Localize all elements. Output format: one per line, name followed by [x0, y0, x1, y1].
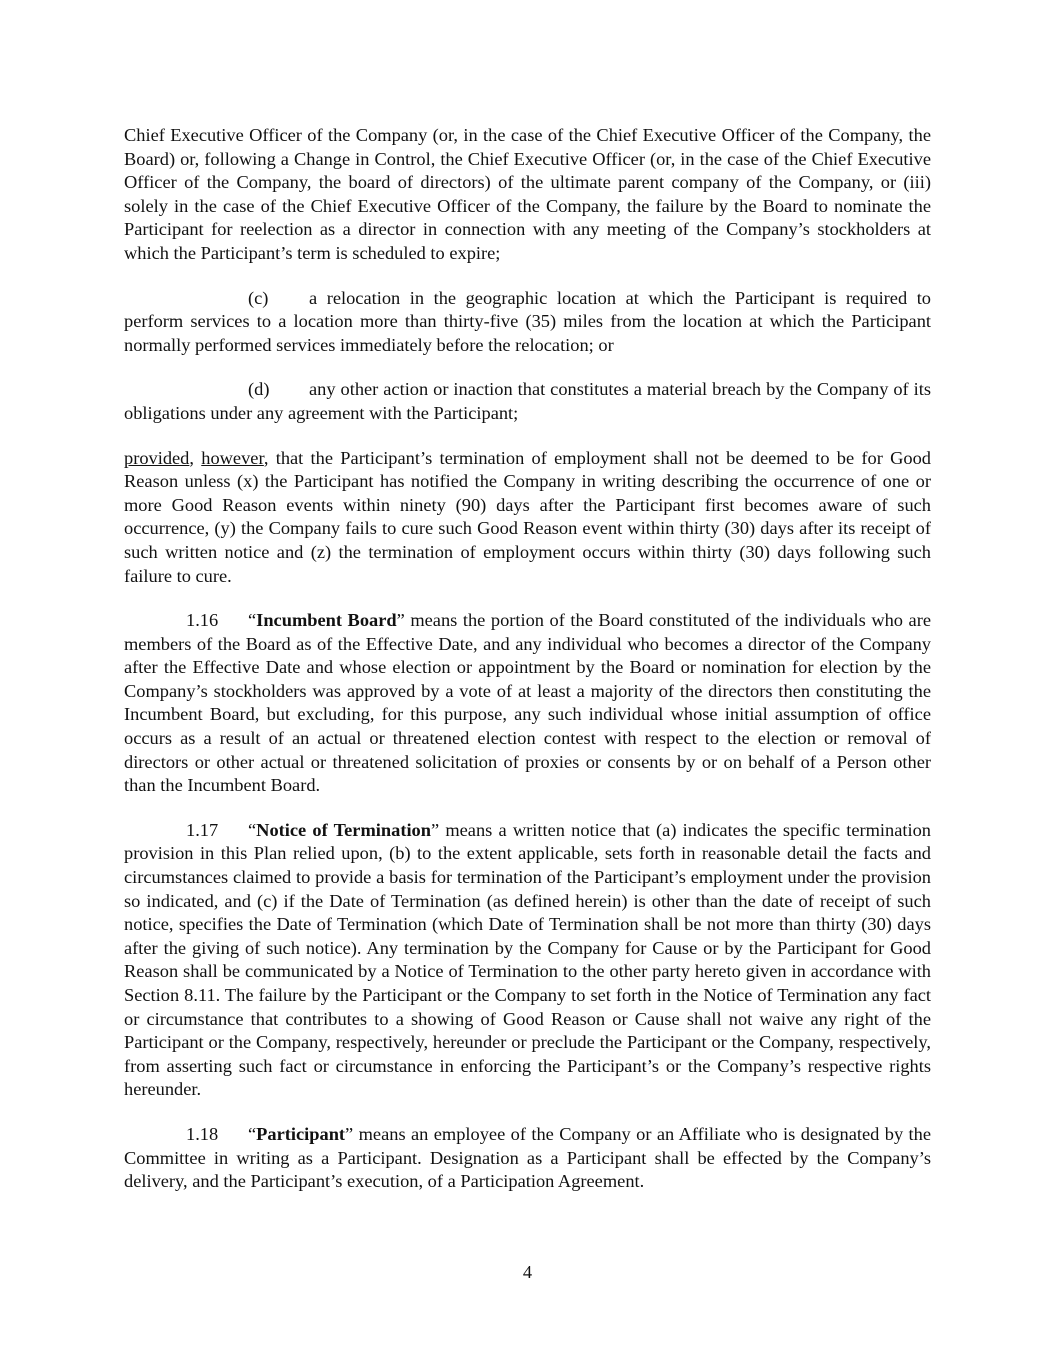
section-1-18-open-quote: “	[248, 1123, 257, 1144]
clause-c-label: (c)	[248, 287, 269, 308]
clause-d-text: any other action or inaction that constitutes a material breach by the Company of its obligations under any agreement with the Participant;	[124, 379, 931, 423]
section-1-18-close-quote: ”	[345, 1123, 354, 1144]
section-1-17-open-quote: “	[248, 819, 257, 840]
section-1-16-text: means the portion of the Board constituted of the individuals who are members of the Board as of the Effective Date, and any individual who becomes a director of the Company after the Effective Date and whose election or appointment by the Board or nomination for election by the Company’s stockholders was approved by a vote of at least a majority of the directors then constituting the Incumbent Board, but excluding, for this purpose, any such individual whose initial assumption of office occurs as a result of an actual or threatened election contest with respect to the election or removal of directors or other actual or threatened solicitation of proxies or consents by or on behalf of a Person other than the Incumbent Board.	[124, 610, 931, 796]
document-page	[124, 124, 931, 1194]
section-1-16	[124, 609, 931, 798]
continuation-paragraph: Chief Executive Officer of the Company (or, in the case of the Chief Executive Officer of the Company, the Board) or, following a Change in Control, the Chief Executive Officer (or, in the case of the Chief Executive Officer of the Company, the board of directors) of the ultimate parent company of the Company, or (iii) solely in the case of the Chief Executive Officer of the Company, the failure by the Board to nominate the Participant for reelection as a director in connection with any meeting of the Company’s stockholders at which the Participant’s term is scheduled to expire;	[124, 125, 931, 263]
section-1-16-open-quote: “	[248, 610, 257, 631]
section-1-18	[124, 1123, 931, 1194]
clause-c	[124, 287, 931, 358]
proviso-paragraph	[124, 447, 931, 589]
section-1-16-term: Incumbent Board	[256, 610, 397, 631]
clause-d	[124, 378, 931, 425]
clause-d-label: (d)	[248, 379, 270, 400]
section-1-18-term: Participant	[256, 1123, 346, 1144]
section-1-17-text: means a written notice that (a) indicates the specific termination provision in this Plan relied upon, (b) to the extent applicable, sets forth in reasonable detail the facts and circumstances claimed to provide a basis for termination of the Participant’s employment under the provision so indicated, and (c) if the Date of Termination (as defined herein) is other than the date of receipt of such notice, specifies the Date of Termination (which Date of Termination shall be not more than thirty (30) days after the giving of such notice). Any termination by the Company for Cause or by the Participant for Good Reason shall be communicated by a Notice of Termination to the other party hereto given in accordance with Section 8.11. The failure by the Participant or the Company to set forth in the Notice of Termination any fact or circumstance that contributes to a showing of Good Reason or Cause shall not waive any right of the Participant or the Company, respectively, hereunder or preclude the Participant or the Company, respectively, from asserting such fact or circumstance in enforcing the Participant’s or the Company’s respective rights hereunder.	[124, 819, 931, 1100]
proviso-word-however: however	[201, 447, 264, 468]
section-1-17-number: 1.17	[186, 819, 219, 840]
section-1-17-term: Notice of Termination	[256, 819, 431, 840]
proviso-word-provided: provided	[124, 447, 190, 468]
page-number: 4	[522, 1262, 533, 1282]
section-1-16-close-quote: ”	[396, 610, 405, 631]
section-1-17-close-quote: ”	[430, 819, 440, 840]
proviso-text: , that the Participant’s termination of employment shall not be deemed to be for Good Reason unless (x) the Participant has notified the Company in writing describing the occurrence of one or more Good Reason events within ninety (90) days after the Participant first becomes aware of such occurrence, (y) the Company fails to cure such Good Reason event within thirty (30) days after its receipt of such written notice and (z) the termination of employment occurs within thirty (30) days following such failure to cure.	[124, 447, 931, 586]
section-1-16-number: 1.16	[186, 610, 219, 631]
proviso-separator: ,	[189, 447, 202, 468]
clause-c-text: a relocation in the geographic location at which the Participant is required to perform services to a location more than thirty-five (35) miles from the location at which the Participant normally performed services immediately before the relocation; or	[124, 287, 931, 355]
section-1-17	[124, 819, 931, 1102]
section-1-18-text: means an employee of the Company or an Affiliate who is designated by the Committee in writing as a Participant. Designation as a Participant shall be effected by the Company’s delivery, and the Participant’s execution, of a Participation Agreement.	[124, 1123, 931, 1192]
section-1-18-number: 1.18	[186, 1123, 219, 1144]
